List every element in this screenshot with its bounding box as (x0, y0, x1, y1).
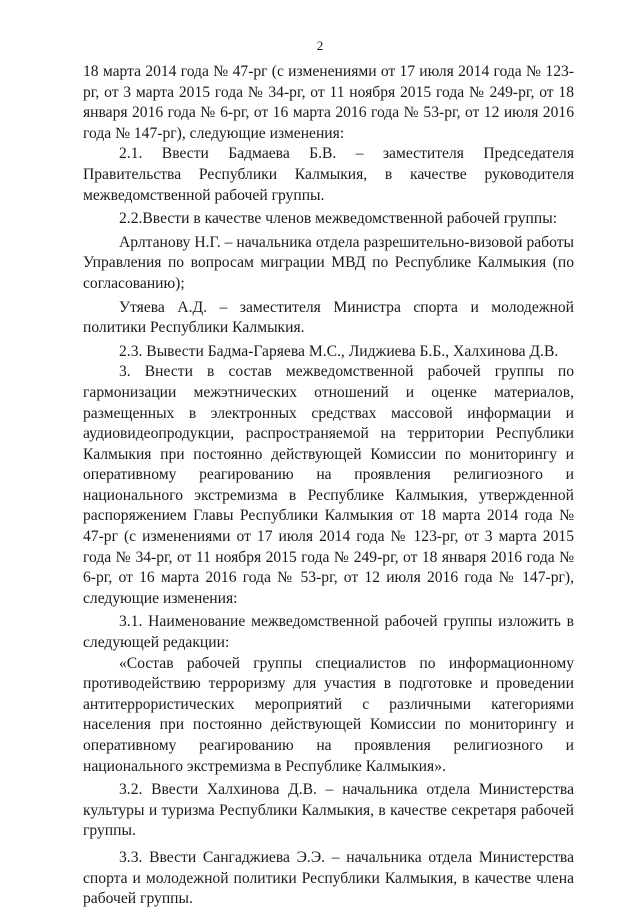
paragraph-member-arltanova: Арлтанову Н.Г. – начальника отдела разрешительно-визовой работы Управления по вопросам миграции МВД по Республике Калмыкия (по согласованию); (83, 233, 574, 292)
document-body (83, 62, 574, 910)
paragraph-2-3: 2.3. Вывести Бадма-Гаряева М.С., Лиджиева Б.Б., Халхинова Д.В. (119, 342, 559, 360)
paragraph-2-2: 2.2.Ввести в качестве членов межведомственной рабочей группы: (119, 210, 558, 228)
paragraph-amendments-reference: 18 марта 2014 года № 47-рг (с изменениями от 17 июля 2014 года № 123-рг, от 3 марта 2015 года № 34-рг, от 11 ноября 2015 года № 249-рг, от 18 января 2016 года № 6-рг, от 16 марта 2016 года № 53-рг, от 12 июля 2016 года № 147-рг), следующие изменения: (83, 63, 574, 142)
paragraph-quoted-title: «Состав рабочей группы специалистов по информационному противодействию терроризму для участия в подготовке и проведении антитеррористических мероприятий с различными категориями населения при постоянно действующей Комиссии по мониторингу и оперативному реагированию на проявления религиозного и национального экстремизма в Республике Калмыкия». (83, 654, 574, 775)
paragraph-3: 3. Внести в состав межведомственной рабочей группы по гармонизации межэтнических отношений и оценке материалов, размещенных в электронных средствах массовой информации и аудиовидеопродукции, распространяемой на территории Республики Калмыкия при постоянно действующей Комиссии по мониторингу и оперативному реагированию на проявления религиозного и национального экстремизма в Республике Калмыкия, утвержденной распоряжением Главы Республики Калмыкия от 18 марта 2014 года № 47-рг (с изменениями от 17 июля 2014 года № 123-рг, от 3 марта 2015 года № 34-рг, от 11 ноября 2015 года № 249-рг, от 18 января 2016 года № 6-рг, от 16 марта 2016 года № 53-рг, от 12 июля 2016 года № 147-рг), следующие изменения: (83, 363, 574, 607)
paragraph-3-2: 3.2. Ввести Халхинова Д.В. – начальника отдела Министерства культуры и туризма Республики Калмыкия, в качестве секретаря рабочей группы. (83, 781, 574, 840)
paragraph-3-3: 3.3. Ввести Сангаджиева Э.Э. – начальника отдела Министерства спорта и молодежной политики Республики Калмыкия, в качестве члена рабочей группы. (83, 848, 574, 908)
paragraph-2-1: 2.1. Ввести Бадмаева Б.В. – заместителя Председателя Правительства Республики Калмыкия, в качестве руководителя межведомственной рабочей группы. (83, 145, 574, 204)
paragraph-3-1: 3.1. Наименование межведомственной рабочей группы изложить в следующей редакции: (83, 613, 574, 652)
page-number: 2 (316, 38, 324, 53)
paragraph-member-utyaeva: Утяева А.Д. – заместителя Министра спорта и молодежной политики Республики Калмыкия. (83, 298, 574, 337)
